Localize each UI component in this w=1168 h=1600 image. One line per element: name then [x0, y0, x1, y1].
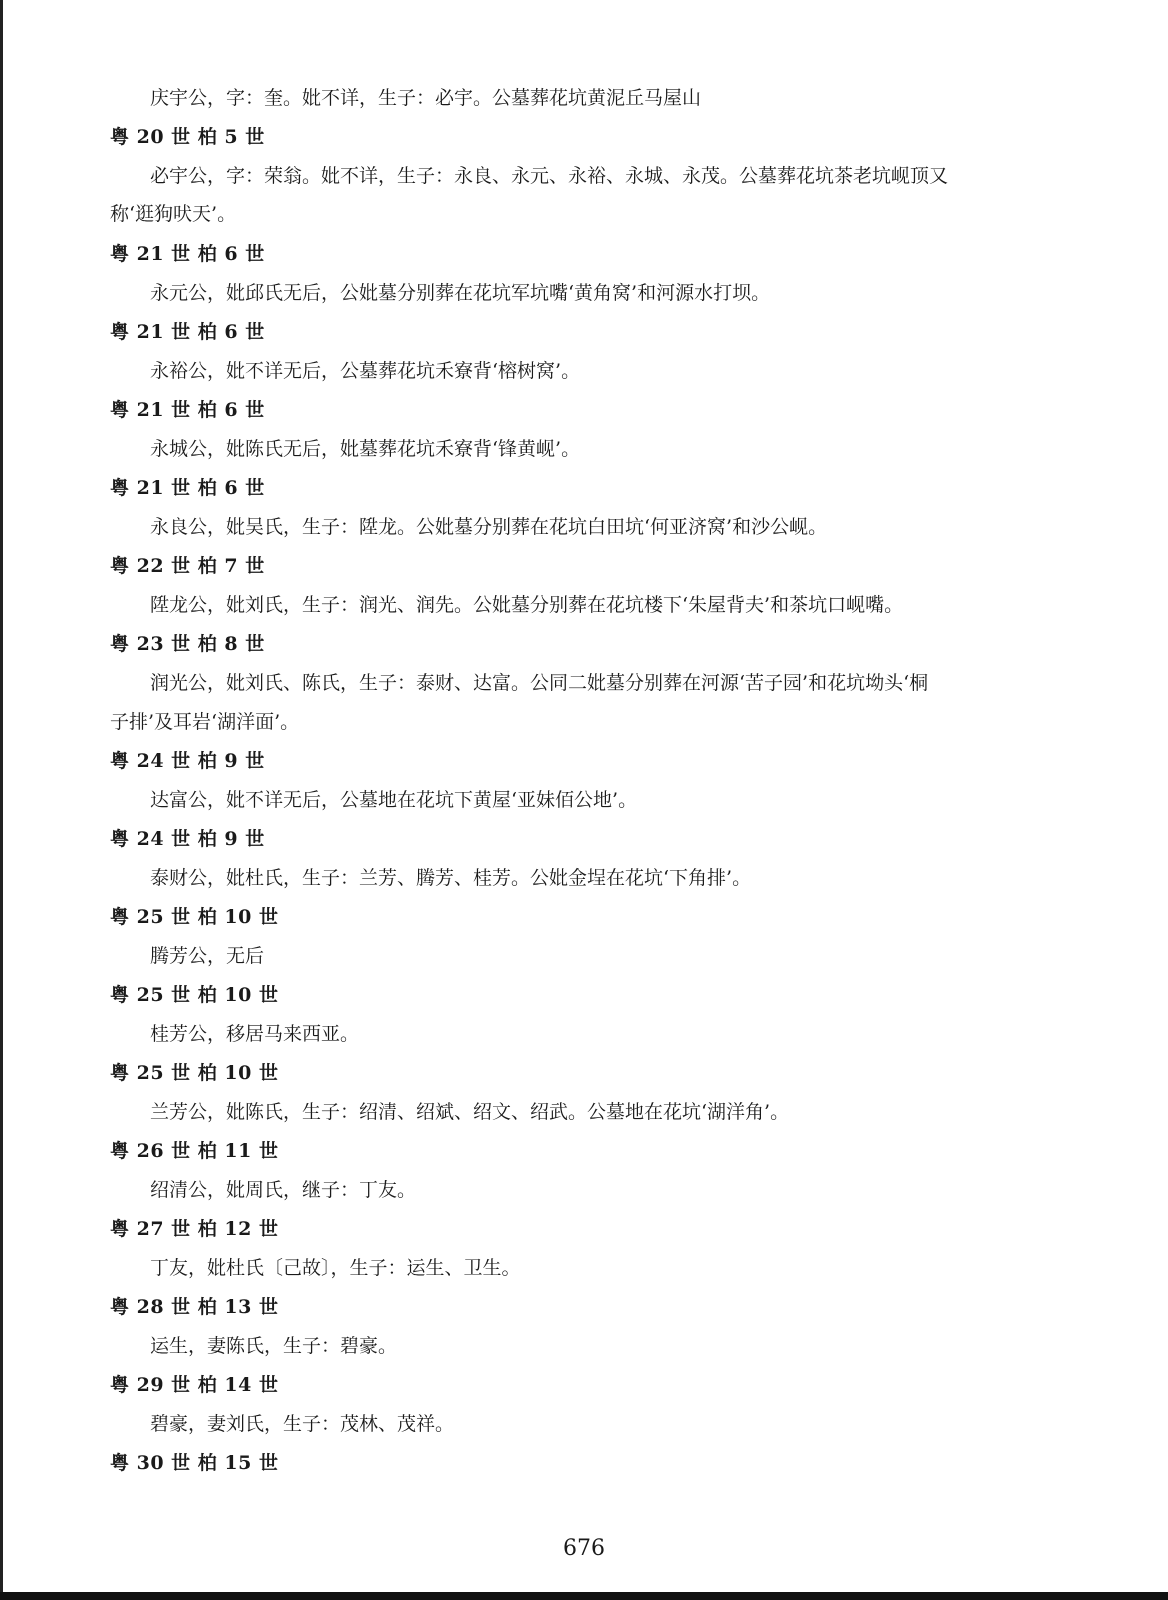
generation-heading: 粤 20 世 柏 5 世: [110, 126, 265, 148]
generation-heading: 粤 30 世 柏 15 世: [110, 1452, 279, 1474]
entry-text: 桂芳公，移居马来西亚。: [150, 1023, 360, 1045]
generation-heading: 粤 23 世 柏 8 世: [110, 633, 265, 655]
generation-heading: 粤 25 世 柏 10 世: [110, 984, 279, 1006]
generation-heading: 粤 28 世 柏 13 世: [110, 1296, 279, 1318]
generation-heading: 粤 26 世 柏 11 世: [110, 1140, 279, 1162]
generation-heading: 粤 24 世 柏 9 世: [110, 750, 265, 772]
generation-heading: 粤 25 世 柏 10 世: [110, 906, 279, 928]
generation-heading: 粤 21 世 柏 6 世: [110, 243, 265, 265]
entry-text: 必宇公，字：荣翁。妣不详，生子：永良、永元、永裕、永城、永茂。公墓葬花坑茶老坑岘顶又: [150, 165, 949, 187]
entry-text: 兰芳公，妣陈氏，生子：绍清、绍斌、绍文、绍武。公墓地在花坑‘湖洋角’。: [150, 1101, 790, 1123]
entry-text: 丁友，妣杜氏〔己故〕，生子：运生、卫生。: [150, 1257, 521, 1279]
entry-text: 永裕公，妣不详无后，公墓葬花坑禾寮背‘榕树窝’。: [150, 360, 581, 382]
entry-text: 碧豪，妻刘氏，生子：茂林、茂祥。: [150, 1413, 455, 1435]
entry-text: 绍清公，妣周氏，继子：丁友。: [150, 1179, 417, 1201]
scan-left-edge: [0, 0, 3, 1600]
entry-text-continued: 子排’及耳岩‘湖洋面’。: [110, 711, 300, 733]
entry-text: 庆宇公，字：奎。妣不详，生子：必宇。公墓葬花坑黄泥丘马屋山: [150, 87, 702, 109]
generation-heading: 粤 21 世 柏 6 世: [110, 399, 265, 421]
entry-text-continued: 称‘逛狗吠天’。: [110, 203, 237, 225]
entry-text: 运生，妻陈氏，生子：碧豪。: [150, 1335, 398, 1357]
entry-text: 润光公，妣刘氏、陈氏，生子：泰财、达富。公同二妣墓分别葬在河源‘苦子园’和花坑坳头‘桐: [150, 672, 929, 694]
entry-text: 永元公，妣邱氏无后，公妣墓分别葬在花坑军坑嘴‘黄角窝’和河源水打坝。: [150, 282, 771, 304]
entry-text: 达富公，妣不详无后，公墓地在花坑下黄屋‘亚妹佰公地’。: [150, 789, 638, 811]
entry-text: 永良公，妣吴氏，生子：陞龙。公妣墓分别葬在花坑白田坑‘何亚济窝’和沙公岘。: [150, 516, 828, 538]
generation-heading: 粤 25 世 柏 10 世: [110, 1062, 279, 1084]
generation-heading: 粤 29 世 柏 14 世: [110, 1374, 279, 1396]
generation-heading: 粤 27 世 柏 12 世: [110, 1218, 279, 1240]
generation-heading: 粤 24 世 柏 9 世: [110, 828, 265, 850]
generation-heading: 粤 21 世 柏 6 世: [110, 477, 265, 499]
page-number: 676: [563, 1536, 605, 1561]
scan-bottom-edge: [0, 1592, 1168, 1600]
entry-text: 泰财公，妣杜氏，生子：兰芳、腾芳、桂芳。公妣金埕在花坑‘下角排’。: [150, 867, 752, 889]
entry-text: 永城公，妣陈氏无后，妣墓葬花坑禾寮背‘锋黄岘’。: [150, 438, 581, 460]
entry-text: 腾芳公，无后: [150, 945, 265, 967]
entry-text: 陞龙公，妣刘氏，生子：润光、润先。公妣墓分别葬在花坑楼下‘朱屋背夫’和茶坑口岘嘴。: [150, 594, 904, 616]
generation-heading: 粤 21 世 柏 6 世: [110, 321, 265, 343]
generation-heading: 粤 22 世 柏 7 世: [110, 555, 265, 577]
